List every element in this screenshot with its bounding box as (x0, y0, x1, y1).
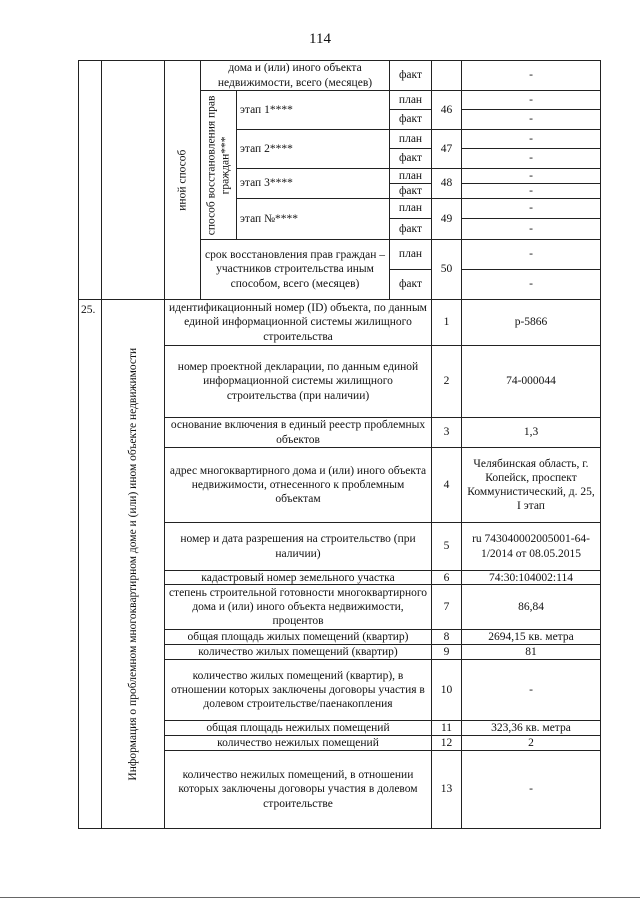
stage-1-fakt-value: - (461, 109, 601, 130)
s25-row-5-value: ru 743040002005001-64-1/2014 от 08.05.2015 (461, 522, 601, 571)
stage-1-num: 46 (431, 90, 462, 130)
col-section-continued (101, 60, 165, 300)
stage-n-fakt-value: - (461, 218, 601, 240)
deadline-fakt-value: - (461, 269, 601, 300)
stage-3-plan: план (389, 168, 432, 184)
s25-row-8-value: 2694,15 кв. метра (461, 629, 601, 645)
s25-row-1-value: р-5866 (461, 299, 601, 346)
s25-row-8-label: общая площадь жилых помещений (квартир) (164, 629, 432, 645)
s25-row-11-num: 11 (431, 720, 462, 736)
row1-label: дома и (или) иного объекта недвижимости, всего (месяцев) (200, 60, 390, 91)
row1-num (431, 60, 462, 91)
s25-row-12-num: 12 (431, 735, 462, 751)
s25-row-9-label: количество жилых помещений (квартир) (164, 644, 432, 660)
deadline-plan: план (389, 239, 432, 270)
stage-3-fakt: факт (389, 183, 432, 199)
row1-type: факт (389, 60, 432, 91)
other-method-cell (164, 60, 201, 300)
s25-row-1-label: идентификационный номер (ID) объекта, по данным единой информационной системы жилищного строительства (164, 299, 432, 346)
s25-row-13-label: количество нежилых помещений, в отношении которых заключены договоры участия в долевом строительстве (164, 750, 432, 829)
s25-row-10-num: 10 (431, 659, 462, 721)
stage-n-plan: план (389, 198, 432, 219)
stage-3-num: 48 (431, 168, 462, 199)
s25-row-10-label: количество жилых помещений (квартир), в отношении которых заключены договоры участия в долевом строительстве/паенакопления (164, 659, 432, 721)
s25-row-2-num: 2 (431, 345, 462, 418)
stage-1-fakt: факт (389, 109, 432, 130)
s25-row-3-label: основание включения в единый реестр проблемных объектов (164, 417, 432, 448)
deadline-plan-value: - (461, 239, 601, 270)
s25-row-11-label: общая площадь нежилых помещений (164, 720, 432, 736)
s25-row-12-value: 2 (461, 735, 601, 751)
s25-row-13-num: 13 (431, 750, 462, 829)
stage-3-plan-value: - (461, 168, 601, 184)
stage-1-label: этап 1**** (236, 90, 390, 130)
s25-row-5-num: 5 (431, 522, 462, 571)
deadline-fakt: факт (389, 269, 432, 300)
s25-row-4-num: 4 (431, 447, 462, 523)
section-25-title-cell (101, 299, 165, 829)
stage-2-plan-value: - (461, 129, 601, 149)
stage-1-plan-value: - (461, 90, 601, 110)
s25-row-4-value: Челябинская область, г. Копейск, проспект Коммунистический, д. 25, I этап (461, 447, 601, 523)
deadline-num: 50 (431, 239, 462, 300)
other-method-label: иной способ (176, 149, 189, 211)
stage-n-fakt: факт (389, 218, 432, 240)
stage-2-label: этап 2**** (236, 129, 390, 169)
stage-2-num: 47 (431, 129, 462, 169)
section-25-number: 25. (81, 304, 96, 316)
stage-3-label: этап 3**** (236, 168, 390, 199)
s25-row-4-label: адрес многоквартирного дома и (или) иного объекта недвижимости, отнесенного к проблемным объектам (164, 447, 432, 523)
stage-2-plan: план (389, 129, 432, 149)
s25-row-7-value: 86,84 (461, 584, 601, 630)
s25-row-7-num: 7 (431, 584, 462, 630)
stage-2-fakt: факт (389, 148, 432, 169)
stage-n-plan-value: - (461, 198, 601, 219)
s25-row-3-num: 3 (431, 417, 462, 448)
s25-row-6-value: 74:30:104002:114 (461, 570, 601, 585)
deadline-label: срок восстановления прав граждан – участников строительства иным способом, всего (месяцев) (200, 239, 390, 300)
s25-row-7-label: степень строительной готовности многоквартирного дома и (или) иного объекта недвижимости, процентов (164, 584, 432, 630)
s25-row-1-num: 1 (431, 299, 462, 346)
restoration-method-label: способ восстановления прав граждан*** (205, 95, 232, 235)
stage-2-fakt-value: - (461, 148, 601, 169)
col-number-continued (78, 60, 102, 300)
s25-row-10-value: - (461, 659, 601, 721)
stage-n-label: этап №**** (236, 198, 390, 240)
s25-row-6-num: 6 (431, 570, 462, 585)
s25-row-2-label: номер проектной декларации, по данным единой информационной системы жилищного строительства (при наличии) (164, 345, 432, 418)
s25-row-13-value: - (461, 750, 601, 829)
s25-row-12-label: количество нежилых помещений (164, 735, 432, 751)
s25-row-8-num: 8 (431, 629, 462, 645)
s25-row-9-num: 9 (431, 644, 462, 660)
bottom-rule (0, 897, 640, 898)
section-25-vertical-title: Информация о проблемном многоквартирном доме и (или) ином объекте недвижимости (126, 347, 139, 781)
restoration-method-cell (200, 90, 237, 240)
stage-n-num: 49 (431, 198, 462, 240)
s25-row-11-value: 323,36 кв. метра (461, 720, 601, 736)
s25-row-5-label: номер и дата разрешения на строительство (при наличии) (164, 522, 432, 571)
page-number: 114 (309, 31, 331, 47)
stage-3-fakt-value: - (461, 183, 601, 199)
s25-row-3-value: 1,3 (461, 417, 601, 448)
stage-1-plan: план (389, 90, 432, 110)
row1-value: - (461, 60, 601, 91)
section-25-number-cell (78, 299, 102, 829)
s25-row-9-value: 81 (461, 644, 601, 660)
s25-row-6-label: кадастровый номер земельного участка (164, 570, 432, 585)
s25-row-2-value: 74-000044 (461, 345, 601, 418)
